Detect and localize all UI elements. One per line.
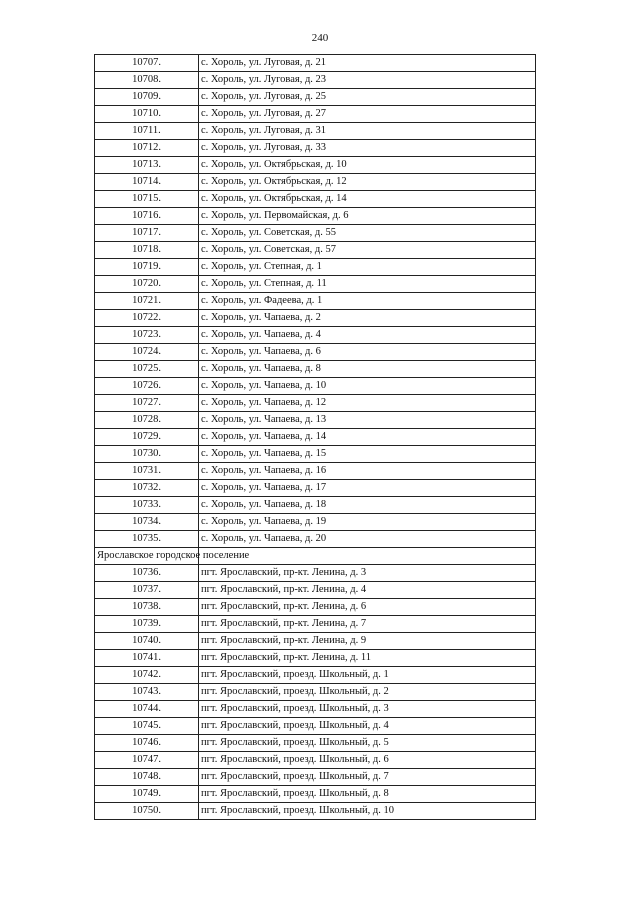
table-row — [95, 157, 536, 174]
row-address: пгт. Ярославский, пр-кт. Ленина, д. 3 — [199, 565, 536, 582]
row-address: с. Хороль, ул. Октябрьская, д. 10 — [199, 157, 536, 174]
table-row — [95, 514, 536, 531]
table-body-yaroslavsky — [95, 565, 536, 820]
section-empty-cell — [199, 548, 536, 565]
row-number: 10715. — [95, 191, 199, 208]
table-row — [95, 123, 536, 140]
table-row — [95, 361, 536, 378]
row-address: с. Хороль, ул. Луговая, д. 21 — [199, 55, 536, 72]
row-address: пгт. Ярославский, пр-кт. Ленина, д. 6 — [199, 599, 536, 616]
row-address: пгт. Ярославский, пр-кт. Ленина, д. 11 — [199, 650, 536, 667]
row-address: с. Хороль, ул. Чапаева, д. 17 — [199, 480, 536, 497]
row-address: с. Хороль, ул. Советская, д. 55 — [199, 225, 536, 242]
table-row — [95, 174, 536, 191]
row-address: пгт. Ярославский, проезд. Школьный, д. 6 — [199, 752, 536, 769]
row-number: 10737. — [95, 582, 199, 599]
row-address: с. Хороль, ул. Советская, д. 57 — [199, 242, 536, 259]
row-address: пгт. Ярославский, пр-кт. Ленина, д. 4 — [199, 582, 536, 599]
table-row — [95, 106, 536, 123]
row-number: 10731. — [95, 463, 199, 480]
table-row — [95, 582, 536, 599]
row-address: пгт. Ярославский, проезд. Школьный, д. 5 — [199, 735, 536, 752]
row-number: 10738. — [95, 599, 199, 616]
address-table — [94, 54, 536, 820]
table-row — [95, 769, 536, 786]
table-row — [95, 446, 536, 463]
row-number: 10719. — [95, 259, 199, 276]
row-number: 10718. — [95, 242, 199, 259]
row-address: с. Хороль, ул. Октябрьская, д. 12 — [199, 174, 536, 191]
row-number: 10734. — [95, 514, 199, 531]
row-address: с. Хороль, ул. Чапаева, д. 15 — [199, 446, 536, 463]
row-address: с. Хороль, ул. Луговая, д. 31 — [199, 123, 536, 140]
row-number: 10739. — [95, 616, 199, 633]
table-row — [95, 752, 536, 769]
table-row — [95, 548, 536, 565]
row-number: 10730. — [95, 446, 199, 463]
row-address: с. Хороль, ул. Чапаева, д. 6 — [199, 344, 536, 361]
row-number: 10722. — [95, 310, 199, 327]
table-row — [95, 140, 536, 157]
table-row — [95, 191, 536, 208]
table-row — [95, 701, 536, 718]
row-address: пгт. Ярославский, проезд. Школьный, д. 4 — [199, 718, 536, 735]
row-address: пгт. Ярославский, пр-кт. Ленина, д. 9 — [199, 633, 536, 650]
table-row — [95, 208, 536, 225]
row-address: пгт. Ярославский, проезд. Школьный, д. 3 — [199, 701, 536, 718]
table-row — [95, 327, 536, 344]
table-row — [95, 616, 536, 633]
row-number: 10723. — [95, 327, 199, 344]
row-number: 10711. — [95, 123, 199, 140]
row-number: 10736. — [95, 565, 199, 582]
table-row — [95, 276, 536, 293]
row-address: с. Хороль, ул. Степная, д. 1 — [199, 259, 536, 276]
row-address: с. Хороль, ул. Чапаева, д. 8 — [199, 361, 536, 378]
table-row — [95, 310, 536, 327]
table-row — [95, 497, 536, 514]
table-row — [95, 463, 536, 480]
table-row — [95, 378, 536, 395]
row-number: 10713. — [95, 157, 199, 174]
row-number: 10720. — [95, 276, 199, 293]
row-number: 10748. — [95, 769, 199, 786]
row-number: 10745. — [95, 718, 199, 735]
row-number: 10732. — [95, 480, 199, 497]
row-number: 10724. — [95, 344, 199, 361]
table-row — [95, 803, 536, 820]
table-row — [95, 429, 536, 446]
row-address: с. Хороль, ул. Чапаева, д. 20 — [199, 531, 536, 548]
table-row — [95, 531, 536, 548]
row-number: 10710. — [95, 106, 199, 123]
table-row — [95, 480, 536, 497]
table-row — [95, 667, 536, 684]
row-number: 10714. — [95, 174, 199, 191]
row-number: 10728. — [95, 412, 199, 429]
row-number: 10708. — [95, 72, 199, 89]
row-address: с. Хороль, ул. Луговая, д. 27 — [199, 106, 536, 123]
row-address: пгт. Ярославский, проезд. Школьный, д. 10 — [199, 803, 536, 820]
table-row — [95, 89, 536, 106]
row-number: 10712. — [95, 140, 199, 157]
row-address: с. Хороль, ул. Чапаева, д. 14 — [199, 429, 536, 446]
table-row — [95, 395, 536, 412]
table-row — [95, 55, 536, 72]
row-number: 10735. — [95, 531, 199, 548]
table-row — [95, 225, 536, 242]
table-row — [95, 344, 536, 361]
row-number: 10707. — [95, 55, 199, 72]
row-number: 10742. — [95, 667, 199, 684]
row-number: 10740. — [95, 633, 199, 650]
row-number: 10741. — [95, 650, 199, 667]
row-number: 10747. — [95, 752, 199, 769]
row-address: с. Хороль, ул. Луговая, д. 33 — [199, 140, 536, 157]
row-number: 10743. — [95, 684, 199, 701]
table-row — [95, 293, 536, 310]
page-number: 240 — [311, 32, 329, 44]
table-row — [95, 412, 536, 429]
row-address: с. Хороль, ул. Чапаева, д. 19 — [199, 514, 536, 531]
table-row — [95, 259, 536, 276]
row-address: с. Хороль, ул. Чапаева, д. 2 — [199, 310, 536, 327]
row-address: с. Хороль, ул. Чапаева, д. 13 — [199, 412, 536, 429]
row-address: пгт. Ярославский, проезд. Школьный, д. 2 — [199, 684, 536, 701]
row-number: 10717. — [95, 225, 199, 242]
row-number: 10750. — [95, 803, 199, 820]
row-number: 10749. — [95, 786, 199, 803]
row-number: 10746. — [95, 735, 199, 752]
table-body-khorol — [95, 55, 536, 548]
table-row — [95, 786, 536, 803]
table-row — [95, 684, 536, 701]
row-address: с. Хороль, ул. Чапаева, д. 16 — [199, 463, 536, 480]
row-address: пгт. Ярославский, пр-кт. Ленина, д. 7 — [199, 616, 536, 633]
table-row — [95, 72, 536, 89]
row-address: с. Хороль, ул. Степная, д. 11 — [199, 276, 536, 293]
row-address: с. Хороль, ул. Чапаева, д. 12 — [199, 395, 536, 412]
row-number: 10725. — [95, 361, 199, 378]
row-address: с. Хороль, ул. Фадеева, д. 1 — [199, 293, 536, 310]
table-row — [95, 718, 536, 735]
table-row — [95, 599, 536, 616]
row-number: 10726. — [95, 378, 199, 395]
table-row — [95, 242, 536, 259]
table-row — [95, 633, 536, 650]
table-row — [95, 735, 536, 752]
row-address: с. Хороль, ул. Чапаева, д. 4 — [199, 327, 536, 344]
row-address: с. Хороль, ул. Октябрьская, д. 14 — [199, 191, 536, 208]
row-number: 10729. — [95, 429, 199, 446]
row-address: пгт. Ярославский, проезд. Школьный, д. 7 — [199, 769, 536, 786]
row-address: с. Хороль, ул. Чапаева, д. 10 — [199, 378, 536, 395]
row-number: 10709. — [95, 89, 199, 106]
row-number: 10744. — [95, 701, 199, 718]
row-address: с. Хороль, ул. Луговая, д. 23 — [199, 72, 536, 89]
row-address: пгт. Ярославский, проезд. Школьный, д. 1 — [199, 667, 536, 684]
row-number: 10716. — [95, 208, 199, 225]
table-row — [95, 565, 536, 582]
row-address: пгт. Ярославский, проезд. Школьный, д. 8 — [199, 786, 536, 803]
row-number: 10733. — [95, 497, 199, 514]
row-address: с. Хороль, ул. Чапаева, д. 18 — [199, 497, 536, 514]
row-address: с. Хороль, ул. Первомайская, д. 6 — [199, 208, 536, 225]
row-number: 10721. — [95, 293, 199, 310]
table-row — [95, 650, 536, 667]
section-header — [95, 548, 536, 565]
section-label: Ярославское городское поселение — [95, 548, 199, 565]
row-number: 10727. — [95, 395, 199, 412]
row-address: с. Хороль, ул. Луговая, д. 25 — [199, 89, 536, 106]
